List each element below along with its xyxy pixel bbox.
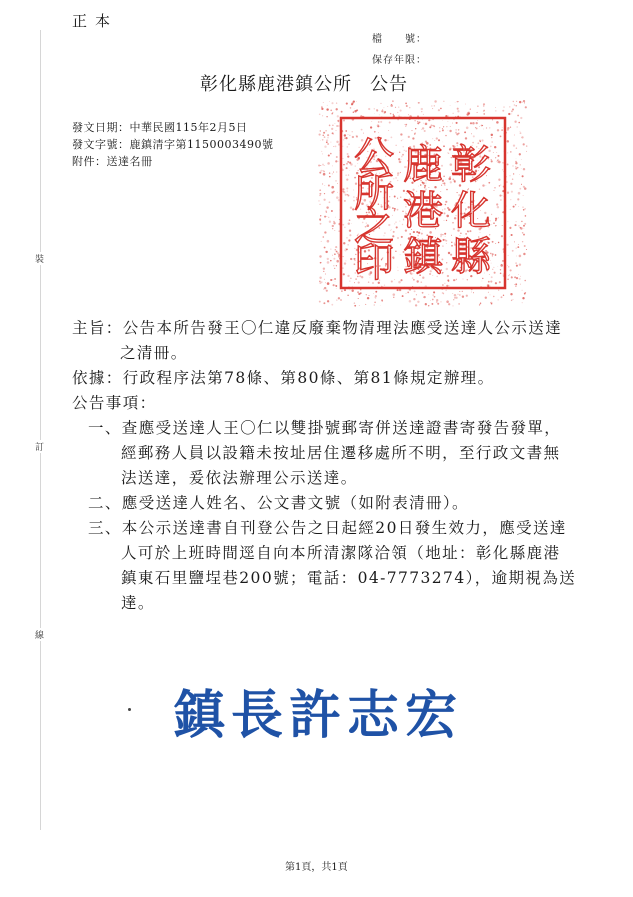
- binding-mark-zhuang: 裝: [35, 252, 44, 265]
- document-title: [200, 70, 408, 96]
- seal-char-10: 印: [354, 240, 394, 286]
- page-footer: 第1頁，共1頁: [285, 862, 348, 873]
- item-3-line-4: 達。: [121, 594, 155, 612]
- seal-char-9: 之: [354, 204, 394, 250]
- item-3-line-2: 人可於上班時間逕自向本所清潔隊洽領（地址：彰化縣鹿港: [121, 544, 561, 562]
- seal-char-8: 所: [354, 170, 394, 216]
- seal-char-6: 鎮: [403, 234, 443, 280]
- issue-date: 發文日期：中華民國115年2月5日: [72, 121, 248, 134]
- binding-mark-xian: 線: [35, 628, 44, 641]
- subject-line-2: 之清冊。: [120, 344, 188, 362]
- item-1-line-2: 經郵務人員以設籍未按址居住遷移處所不明，至行政文書無: [121, 444, 561, 462]
- seal-char-2: 化: [451, 188, 491, 234]
- seal-char-1: 彰: [451, 142, 491, 188]
- binding-line: [40, 30, 41, 830]
- seal-char-7: 公: [354, 134, 394, 180]
- basis-line: 依據：行政程序法第78條、第80條、第81條規定辦理。: [72, 369, 495, 387]
- item-1-line-3: 法送達，爰依法辦理公示送達。: [121, 469, 358, 487]
- mayor-signature: [168, 675, 468, 755]
- seal-char-4: 鹿: [403, 142, 443, 188]
- attachment: 附件：送達名冊: [72, 155, 153, 168]
- binding-mark-ding: 訂: [35, 440, 44, 453]
- reference-number: 發文字號：鹿鎮清字第1150003490號: [72, 138, 274, 151]
- announcement-items-heading: 公告事項：: [72, 394, 157, 412]
- copy-mark: 正本: [72, 12, 119, 30]
- official-seal: [318, 100, 528, 307]
- agency-name: 彰化縣鹿港鎮公所: [200, 74, 352, 95]
- retention-period-label: 保存年限：: [372, 55, 427, 66]
- seal-char-3: 縣: [451, 234, 491, 280]
- item-2-line: 二、應受送達人姓名、公文書文號（如附表清冊）。: [88, 494, 469, 512]
- subject-line-1: 主旨：公告本所告發王〇仁違反廢棄物清理法應受送達人公示送達: [72, 319, 563, 337]
- document-type: 公告: [370, 74, 408, 95]
- seal-char-5: 港: [403, 188, 443, 234]
- stray-dot: [128, 708, 131, 711]
- item-3-line-3: 鎮東石里鹽埕巷200號；電話：04-7773274），逾期視為送: [121, 569, 577, 587]
- item-1-line-1: 一、查應受送達人王〇仁以雙掛號郵寄併送達證書寄發告發單，: [88, 419, 562, 437]
- signature-text: 鎮長許志宏: [172, 685, 464, 746]
- item-3-line-1: 三、本公示送達書自刊登公告之日起經20日發生效力，應受送達: [88, 519, 567, 537]
- file-number-label: 檔 號：: [372, 34, 427, 45]
